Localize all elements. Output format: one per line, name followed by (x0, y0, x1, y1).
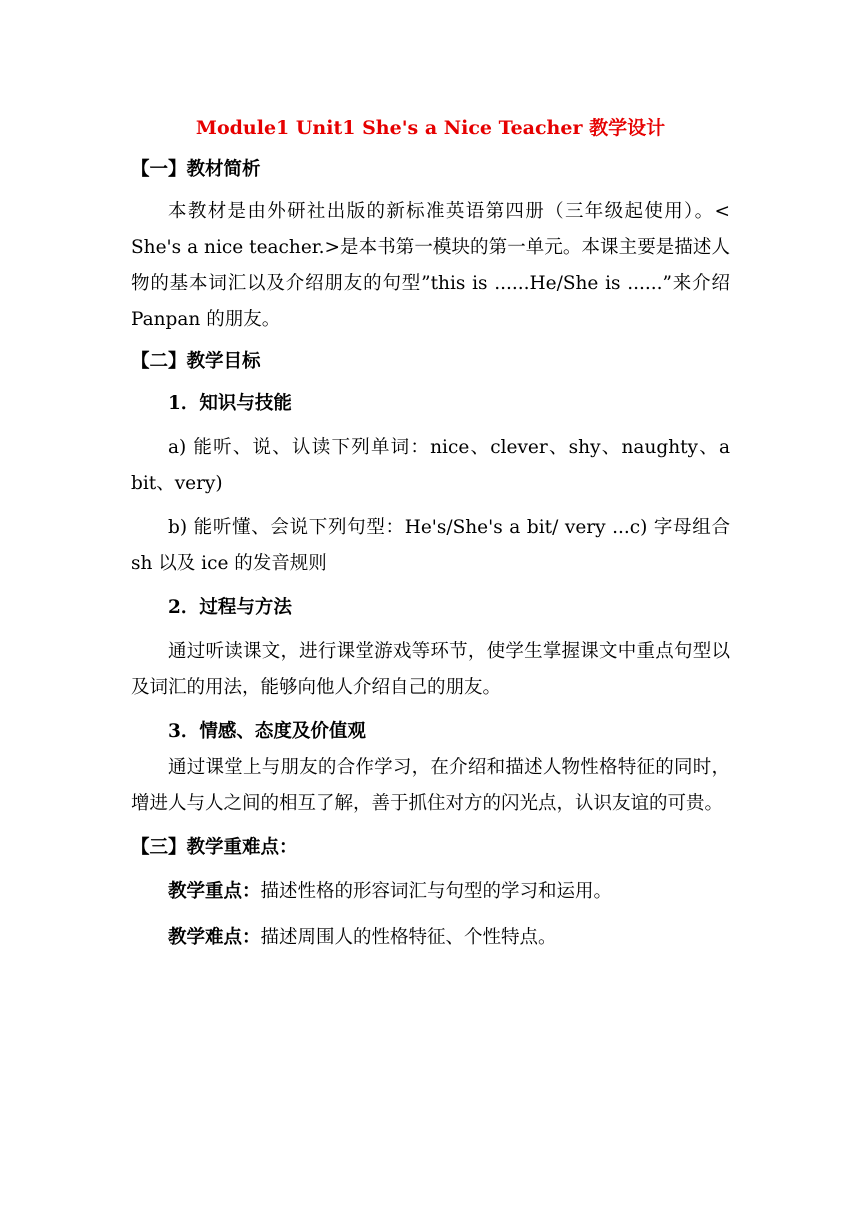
difficult-point-line (131, 920, 730, 956)
subheading-process-method: 2．过程与方法 (168, 597, 292, 618)
key-point-text: 描述性格的形容词汇与句型的学习和运用。 (260, 881, 613, 902)
section-heading-3: 【三】教学重难点： (131, 837, 298, 858)
section-heading-1: 【一】教材简析 (131, 159, 261, 180)
process-method-paragraph: 通过听读课文，进行课堂游戏等环节，使学生掌握课文中重点句型以及词汇的用法，能够向他人介绍自己的朋友。 (131, 641, 730, 698)
subheading-emotion-values: 3．情感、态度及价值观 (168, 721, 366, 742)
key-point-line (131, 874, 730, 910)
document-body (131, 112, 730, 956)
key-point-label: 教学重点： (168, 881, 261, 902)
section-1-paragraph: 本教材是由外研社出版的新标准英语第四册（三年级起使用）。< She's a nice teacher.>是本书第一模块的第一单元。本课主要是描述人物的基本词汇以及介绍朋友的句型”this is ......He/She is ......”来介绍Panpan 的朋友。 (131, 201, 730, 330)
emotion-values-paragraph: 通过课堂上与朋友的合作学习，在介绍和描述人物性格特征的同时，增进人与人之间的相互了解，善于抓住对方的闪光点，认识友谊的可贵。 (131, 757, 730, 814)
objective-item-a: a) 能听、说、认读下列单词：nice、clever、shy、naughty、a bit、very) (131, 437, 730, 494)
document-title: Module1 Unit1 She's a Nice Teacher 教学设计 (195, 117, 666, 139)
difficult-point-label: 教学难点： (168, 927, 261, 948)
objective-item-b: b) 能听懂、会说下列句型：He's/She's a bit/ very ...c) 字母组合 sh 以及 ice 的发音规则 (131, 517, 730, 574)
subheading-knowledge-skills: 1．知识与技能 (168, 393, 292, 414)
difficult-point-text: 描述周围人的性格特征、个性特点。 (260, 927, 557, 948)
section-heading-2: 【二】教学目标 (131, 351, 261, 372)
